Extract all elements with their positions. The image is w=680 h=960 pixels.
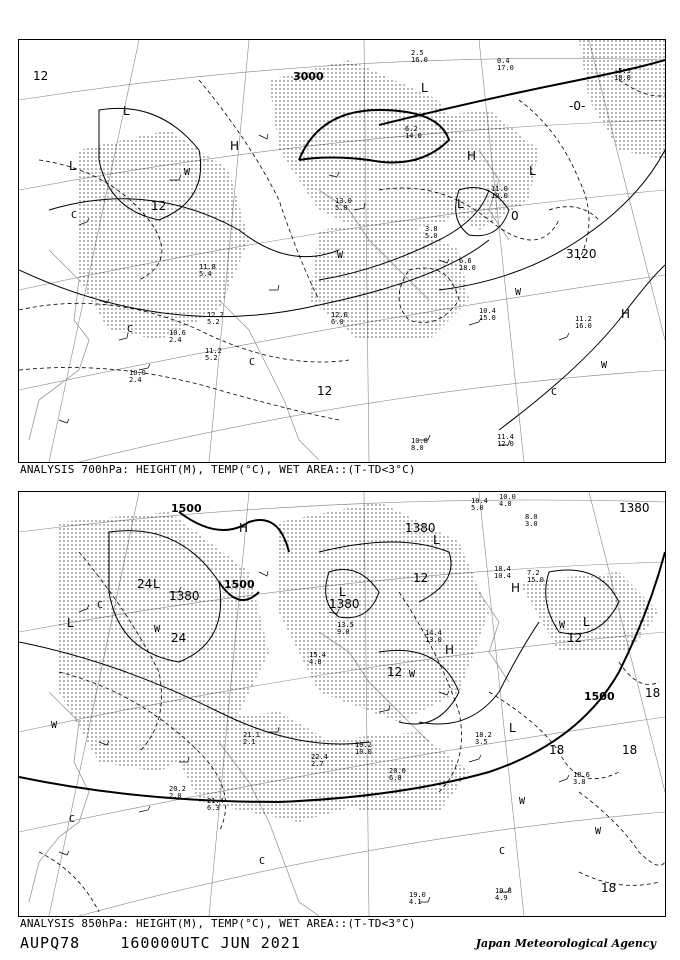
isotherm-label: 12 bbox=[567, 631, 583, 645]
isotherm-label: 24 bbox=[171, 631, 187, 645]
high-center: H bbox=[621, 307, 631, 321]
station-plot: 10.8 8.0 bbox=[411, 437, 428, 452]
high-center: H bbox=[467, 149, 477, 163]
height-label-1380: 1380 bbox=[169, 589, 200, 603]
height-label-1500: 1500 bbox=[224, 578, 255, 591]
isotherm-label: -0- bbox=[569, 99, 586, 113]
isotherm-label: 0 bbox=[511, 209, 519, 223]
product-code: AUPQ78 bbox=[20, 934, 81, 952]
low-center: L bbox=[69, 159, 76, 173]
isotherm-label: 12 bbox=[413, 571, 429, 585]
map-700hpa-svg bbox=[19, 40, 665, 462]
station-plot: 11.4 12.0 bbox=[497, 433, 514, 448]
low-center: L bbox=[529, 164, 536, 178]
low-center: L bbox=[421, 81, 428, 95]
height-label-1500: 1500 bbox=[584, 690, 615, 703]
map-panel-850hpa bbox=[18, 491, 666, 917]
station-plot: 21.4 6.3 bbox=[207, 797, 224, 812]
station-plot: 10.6 2.4 bbox=[169, 329, 186, 344]
station-plot: 8.0 3.0 bbox=[525, 513, 538, 528]
station-plot: 3.8 5.0 bbox=[425, 225, 438, 240]
height-label-1500: 1500 bbox=[171, 502, 202, 515]
isotherm-label: 18 bbox=[622, 743, 638, 757]
low-center: L bbox=[339, 585, 346, 599]
high-center: H bbox=[230, 139, 240, 153]
wet-areas bbox=[79, 40, 665, 340]
station-plot: 14.4 13.0 bbox=[425, 629, 442, 644]
cold-center: C bbox=[71, 210, 78, 221]
station-plot: 15.4 4.8 bbox=[309, 651, 326, 666]
high-center: H bbox=[511, 581, 521, 595]
isotherm-label: 12 bbox=[33, 69, 49, 83]
station-plot: 19.8 4.9 bbox=[495, 887, 512, 902]
isotherm-label: 18 bbox=[645, 686, 661, 700]
map-850hpa-svg bbox=[19, 492, 665, 916]
high-center: H bbox=[239, 521, 249, 535]
high-center: H bbox=[445, 643, 455, 657]
station-plot: -5.3 18.0 bbox=[614, 67, 631, 82]
agency-credit: Japan Meteorological Agency bbox=[475, 937, 656, 950]
isotherm-label: 18 bbox=[549, 743, 565, 757]
warm-center: W bbox=[337, 250, 344, 261]
cold-center: C bbox=[69, 814, 76, 825]
product-header bbox=[20, 934, 301, 952]
station-plot: 11.0 10.0 bbox=[491, 185, 508, 200]
cold-center: C bbox=[259, 856, 266, 867]
height-label-1380: 1380 bbox=[405, 521, 436, 535]
low-center: L bbox=[67, 616, 74, 630]
warm-center: W bbox=[154, 624, 161, 635]
low-center: L bbox=[433, 533, 440, 547]
cold-center: C bbox=[127, 324, 134, 335]
station-plot: 10.4 5.0 bbox=[471, 497, 488, 512]
station-plot: 18.4 10.4 bbox=[494, 565, 511, 580]
station-plot: 12.2 5.2 bbox=[207, 311, 224, 326]
low-center: L bbox=[509, 721, 516, 735]
station-plot: 11.8 5.4 bbox=[199, 263, 216, 278]
station-plot: 20.0 6.0 bbox=[389, 767, 406, 782]
station-plot: 11.2 16.0 bbox=[575, 315, 592, 330]
station-plot: 10.0 2.4 bbox=[129, 369, 146, 384]
isotherm-label: 12 bbox=[151, 199, 167, 213]
station-plot: 10.4 15.0 bbox=[479, 307, 496, 322]
station-plot: 6.2 14.0 bbox=[405, 125, 422, 140]
cold-center: C bbox=[97, 600, 104, 611]
station-plot: 18.6 3.8 bbox=[573, 771, 590, 786]
station-plot: 7.2 15.0 bbox=[527, 569, 544, 584]
valid-time: 160000UTC JUN 2021 bbox=[120, 934, 301, 952]
station-plot: 21.1 2.1 bbox=[243, 731, 260, 746]
cold-center: C bbox=[499, 846, 506, 857]
isotherm-label: 12 bbox=[387, 665, 403, 679]
station-plot: 13.0 5.0 bbox=[335, 197, 352, 212]
caption-700hpa: ANALYSIS 700hPa: HEIGHT(M), TEMP(°C), WET AREA::(T-TD<3°C) bbox=[20, 463, 416, 476]
station-plot: 6.6 18.0 bbox=[459, 257, 476, 272]
low-center: L bbox=[153, 577, 160, 591]
warm-center: W bbox=[559, 620, 566, 631]
wet-areas bbox=[59, 502, 659, 822]
low-center: L bbox=[457, 197, 464, 211]
low-center: L bbox=[583, 615, 590, 629]
station-plot: 10.0 4.0 bbox=[499, 493, 516, 508]
isotherm-label: 24 bbox=[137, 577, 153, 591]
map-panel-700hpa bbox=[18, 39, 666, 463]
cold-center: C bbox=[249, 357, 256, 368]
warm-center: W bbox=[51, 720, 58, 731]
station-plot: 0.4 17.0 bbox=[497, 57, 514, 72]
height-label-1380: 1380 bbox=[329, 597, 360, 611]
warm-center: W bbox=[519, 796, 526, 807]
warm-center: W bbox=[515, 287, 522, 298]
station-plot: 11.2 5.2 bbox=[205, 347, 222, 362]
isotherm-label: 18 bbox=[601, 881, 617, 895]
station-plot: 20.2 2.0 bbox=[169, 785, 186, 800]
low-center: L bbox=[123, 104, 130, 118]
caption-850hpa: ANALYSIS 850hPa: HEIGHT(M), TEMP(°C), WET AREA::(T-TD<3°C) bbox=[20, 917, 416, 930]
station-plot: 19.0 4.1 bbox=[409, 891, 426, 906]
station-plot: 19.2 10.0 bbox=[355, 741, 372, 756]
cold-center: C bbox=[551, 387, 558, 398]
station-plot: 2.5 16.0 bbox=[411, 49, 428, 64]
height-label-3120: 3120 bbox=[566, 247, 597, 261]
station-plot: 22.4 2.7 bbox=[311, 753, 328, 768]
isotherm-label: 12 bbox=[317, 384, 333, 398]
station-plot: 18.2 3.5 bbox=[475, 731, 492, 746]
height-label-3000: 3000 bbox=[293, 70, 324, 83]
warm-center: W bbox=[184, 167, 191, 178]
warm-center: W bbox=[595, 826, 602, 837]
station-plot: 13.5 9.0 bbox=[337, 621, 354, 636]
warm-center: W bbox=[601, 360, 608, 371]
station-plot: 12.6 6.0 bbox=[331, 311, 348, 326]
warm-center: W bbox=[409, 669, 416, 680]
height-label-1380: 1380 bbox=[619, 501, 650, 515]
